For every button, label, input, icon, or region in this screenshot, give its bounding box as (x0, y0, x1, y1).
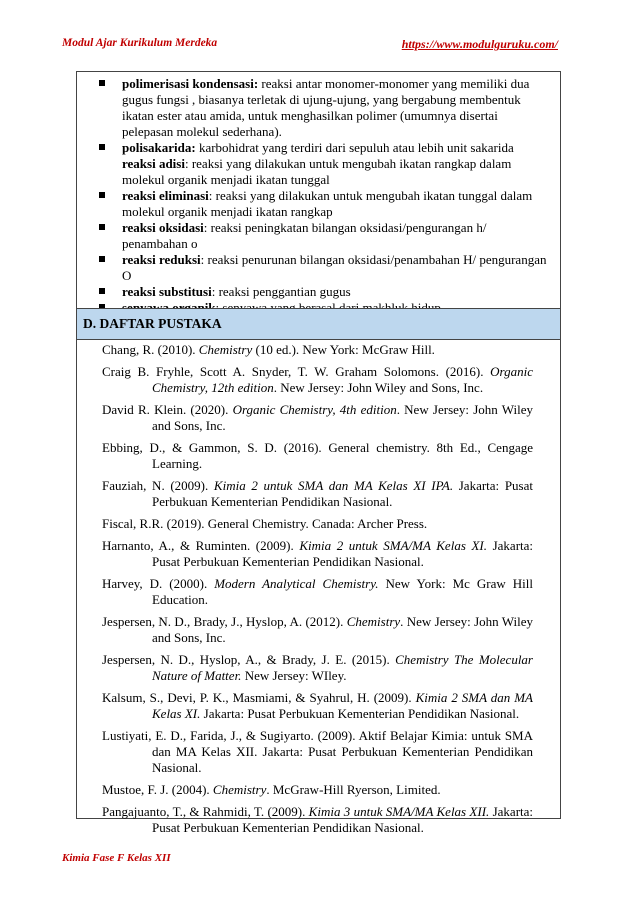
glossary-item (95, 252, 548, 284)
header-module-title: Modul Ajar Kurikulum Merdeka (62, 37, 218, 49)
square-bullet-icon (99, 256, 105, 262)
header-website-link[interactable]: https://www.modulguruku.com/ (401, 37, 558, 51)
glossary-term: reaksi oksidasi (122, 220, 204, 235)
glossary-item (95, 140, 548, 188)
square-bullet-icon (99, 144, 105, 150)
glossary-term: reaksi eliminasi (122, 188, 209, 203)
reference-item: David R. Klein. (2020). Organic Chemistry, 4th edition. New Jersey: John Wiley and Sons, Inc. (102, 402, 533, 433)
square-bullet-icon (99, 192, 105, 198)
glossary-definition: : reaksi penggantian gugus (211, 284, 351, 299)
glossary-term: polimerisasi kondensasi: (122, 76, 259, 91)
glossary-item (95, 76, 548, 140)
reference-item: Fiscal, R.R. (2019). General Chemistry. Canada: Archer Press. (102, 516, 428, 531)
reference-item: Mustoe, F. J. (2004). Chemistry. McGraw-Hill Ryerson, Limited. (102, 782, 441, 797)
page-footer: Kimia Fase F Kelas XII (62, 852, 171, 864)
reference-item: Jespersen, N. D., Brady, J., Hyslop, A. (2012). Chemistry. New Jersey: John Wiley and Sons, Inc. (102, 614, 534, 645)
square-bullet-icon (99, 224, 105, 230)
glossary-definition: : reaksi peningkatan bilangan oksidasi/pengurangan h/ penambahan o (122, 220, 487, 251)
section-heading: D. DAFTAR PUSTAKA (77, 308, 560, 340)
content-table (76, 71, 561, 835)
glossary-term: reaksi substitusi (122, 284, 212, 299)
glossary-item (95, 220, 548, 252)
glossary-term: reaksi adisi (122, 156, 185, 171)
reference-list (77, 342, 560, 836)
reference-item: Craig B. Fryhle, Scott A. Snyder, T. W. Graham Solomons. (2016). Organic Chemistry, 12th edition. New Jersey: John Wiley and Sons, Inc. (102, 364, 533, 395)
reference-item: Harnanto, A., & Ruminten. (2009). Kimia 2 untuk SMA/MA Kelas XI. Jakarta: Pusat Perbukuan Kementerian Pendidikan Nasional. (102, 538, 534, 569)
page-header (62, 37, 558, 53)
reference-item: Harvey, D. (2000). Modern Analytical Chemistry. New York: Mc Graw Hill Education. (102, 576, 533, 607)
reference-item: Pangajuanto, T., & Rahmidi, T. (2009). Kimia 3 untuk SMA/MA Kelas XII. Jakarta: Pusat Perbukuan Kementerian Pendidikan Nasional. (102, 804, 534, 835)
reference-item: Kalsum, S., Devi, P. K., Masmiami, & Syahrul, H. (2009). Kimia 2 SMA dan MA Kelas XI. Jakarta: Pusat Perbukuan Kementerian Pendidikan Nasional. (102, 690, 533, 721)
reference-item: Ebbing, D., & Gammon, S. D. (2016). General chemistry. 8th Ed., Cengage Learning. (102, 440, 533, 471)
glossary-definition: : reaksi yang dilakukan untuk mengubah ikatan tunggal dalam molekul organik menjadi ikatan rangkap (122, 188, 533, 219)
glossary-definition: : reaksi yang dilakukan untuk mengubah ikatan rangkap dalam molekul organik menjadi ikatan tunggal (122, 156, 512, 187)
square-bullet-icon (99, 80, 105, 86)
reference-item: Fauziah, N. (2009). Kimia 2 untuk SMA dan MA Kelas XI IPA. Jakarta: Pusat Perbukuan Kementerian Pendidikan Nasional. (102, 478, 534, 509)
glossary-list (77, 72, 560, 316)
glossary-definition: : reaksi penurunan bilangan oksidasi/penambahan H/ pengurangan O (122, 252, 547, 283)
reference-item: Chang, R. (2010). Chemistry (10 ed.). New York: McGraw Hill. (102, 342, 435, 357)
reference-item: Jespersen, N. D., Hyslop, A., & Brady, J. E. (2015). Chemistry The Molecular Nature of Matter. New Jersey: WIley. (102, 652, 533, 683)
glossary-item (95, 188, 548, 220)
glossary-term: polisakarida: (122, 140, 196, 155)
glossary-definition: reaksi antar monomer-monomer yang memiliki dua gugus fungsi , biasanya terletak di ujung-ujung, yang bergabung membentuk ikatan ester atau amida, untuk menghasilkan polimer (umumnya disertai pelepasan molekul sederhana). (122, 76, 530, 139)
square-bullet-icon (99, 288, 105, 294)
glossary-definition: karbohidrat yang terdiri dari sepuluh atau lebih unit sakarida (195, 140, 514, 155)
glossary-item (95, 284, 548, 300)
reference-item: Lustiyati, E. D., Farida, J., & Sugiyarto. (2009). Aktif Belajar Kimia: untuk SMA dan MA Kelas XII. Jakarta: Pusat Perbukuan Kementerian Pendidikan Nasional. (102, 728, 533, 775)
glossary-term: reaksi reduksi (122, 252, 201, 267)
